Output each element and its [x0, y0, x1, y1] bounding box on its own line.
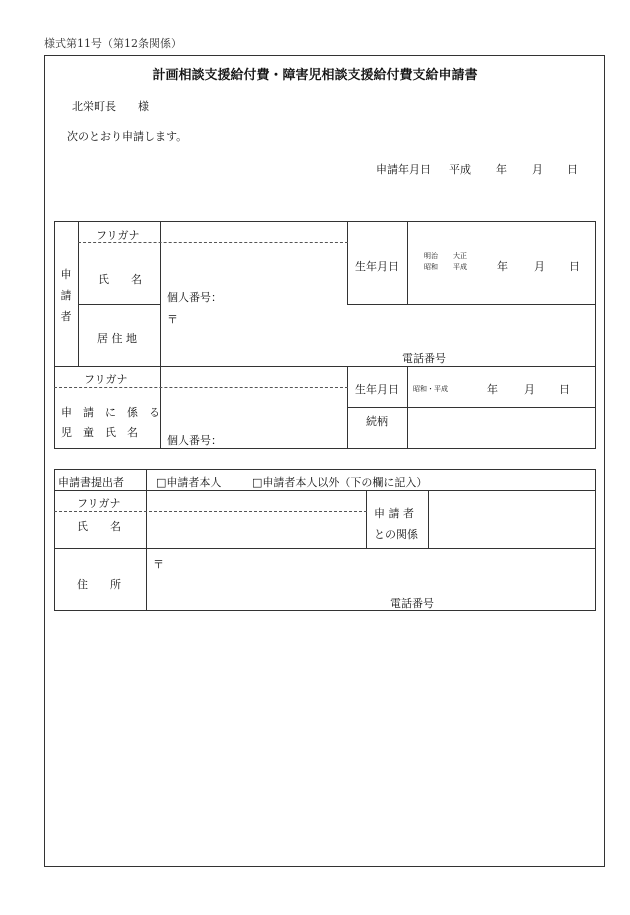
form-number: 様式第11号（第12条関係） [44, 37, 182, 50]
residence-label: 居 住 地 [97, 332, 137, 345]
applicant-mynumber-label: 個人番号： [167, 291, 222, 304]
applicant-side-2: 請 [60, 289, 72, 302]
intro-text: 次のとおり申請します。 [67, 130, 188, 143]
child-dob-day[interactable]: 日 [559, 383, 570, 396]
option-other-checkbox[interactable]: □申請者本人以外（下の欄に記入） [252, 476, 428, 489]
applicant-name-label: 氏 名 [98, 273, 142, 286]
option-self-checkbox[interactable]: □申請者本人 [156, 476, 222, 489]
date-label: 申請年月日 [376, 163, 431, 176]
form-frame [44, 55, 605, 867]
applicant-furigana-label: フリガナ [96, 229, 140, 242]
child-furigana-label: フリガナ [84, 373, 128, 386]
applicant-dob-day[interactable]: 日 [569, 260, 580, 273]
submitter-label: 申請書提出者 [58, 476, 124, 489]
applicant-dob-label: 生年月日 [355, 260, 399, 273]
child-dob-year[interactable]: 年 [487, 383, 498, 396]
child-mynumber-label: 個人番号： [167, 434, 222, 447]
child-dob-era: 昭和・平成 [413, 385, 448, 393]
date-day[interactable]: 日 [567, 163, 578, 176]
relation-label-line2: との関係 [374, 528, 418, 541]
date-year[interactable]: 年 [496, 163, 507, 176]
era-meiji: 明治 [424, 252, 438, 260]
applicant-phone-label: 電話番号 [402, 352, 446, 365]
submitter-phone-label: 電話番号 [390, 597, 434, 610]
applicant-side-3: 者 [60, 310, 72, 323]
submitter-name-label: 氏 名 [77, 520, 121, 533]
date-era: 平成 [449, 163, 471, 176]
child-label-line2: 児 童 氏 名 [61, 426, 138, 439]
era-heisei: 平成 [453, 263, 467, 271]
child-relationship-label: 続柄 [366, 415, 388, 428]
era-taisho: 大正 [453, 252, 467, 260]
relation-label-line1: 申 請 者 [374, 507, 414, 520]
applicant-dob-month[interactable]: 月 [534, 260, 545, 273]
applicant-side-1: 申 [60, 268, 72, 281]
residence-postal-mark: 〒 [167, 313, 178, 326]
child-dob-label: 生年月日 [355, 383, 399, 396]
child-label-line1: 申 請 に 係 る [61, 406, 160, 419]
child-dob-month[interactable]: 月 [524, 383, 535, 396]
applicant-dob-year[interactable]: 年 [497, 260, 508, 273]
submitter-furigana-label: フリガナ [77, 497, 121, 510]
form-title: 計画相談支援給付費・障害児相談支援給付費支給申請書 [152, 68, 478, 83]
submitter-postal-mark: 〒 [153, 558, 164, 571]
era-showa: 昭和 [424, 263, 438, 271]
addressee: 北栄町長 様 [72, 100, 149, 113]
submitter-address-label: 住 所 [77, 578, 121, 591]
date-month[interactable]: 月 [532, 163, 543, 176]
